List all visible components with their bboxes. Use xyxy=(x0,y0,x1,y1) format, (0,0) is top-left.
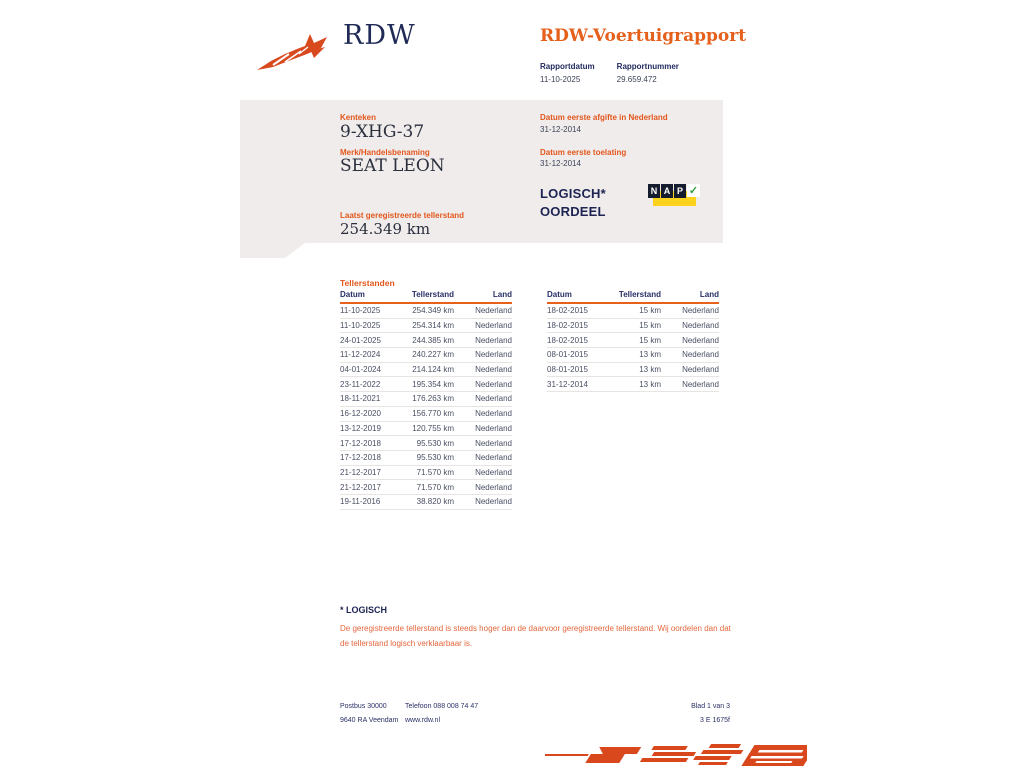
col-header-tellerstand: Tellerstand xyxy=(618,290,661,299)
cell-datum: 19-11-2016 xyxy=(340,497,381,507)
nap-letter-n: N xyxy=(648,184,660,198)
footer-graphic xyxy=(545,741,807,768)
footer-phone: Telefoon 088 008 74 47 xyxy=(405,703,479,710)
cell-land: Nederland xyxy=(475,365,512,375)
cell-tellerstand: 195.354 km xyxy=(412,379,454,389)
tellerstand-label: Laatst geregistreerde tellerstand xyxy=(340,211,465,220)
cell-land: Nederland xyxy=(475,321,512,331)
cell-land: Nederland xyxy=(475,482,512,492)
afgifte-label: Datum eerste afgifte in Nederland xyxy=(540,113,668,122)
cell-datum: 23-11-2022 xyxy=(340,379,381,389)
report-number-value: 29.659.472 xyxy=(616,75,657,84)
cell-datum: 13-12-2019 xyxy=(340,423,381,433)
footnote-body: De geregistreerde tellerstand is steeds hoger dan de daarvoor geregistreerde tellerstand. Wij oordelen dan dat de tellerstand logisch verklaarbaar is. xyxy=(340,624,731,648)
cell-tellerstand: 13 km xyxy=(639,350,661,360)
table-row xyxy=(340,495,512,510)
cell-tellerstand: 71.570 km xyxy=(416,467,454,477)
cell-land: Nederland xyxy=(682,335,719,345)
cell-datum: 16-12-2020 xyxy=(340,409,381,419)
table-row xyxy=(340,392,512,407)
report-header xyxy=(540,26,760,84)
nap-letter-a: A xyxy=(661,184,673,198)
cell-land: Nederland xyxy=(475,423,512,433)
table-row xyxy=(340,377,512,392)
oordeel-line2: OORDEEL xyxy=(540,204,606,219)
merk-label: Merk/Handelsbenaming xyxy=(340,148,430,157)
report-date-label: Rapportdatum xyxy=(540,62,595,71)
col-header-datum: Datum xyxy=(547,290,572,299)
toelating-value: 31-12-2014 xyxy=(540,159,581,168)
table-row xyxy=(340,466,512,481)
cell-tellerstand: 254.314 km xyxy=(412,321,454,331)
cell-land: Nederland xyxy=(682,350,719,360)
tellerstand-value: 254.349 km xyxy=(340,220,431,238)
oordeel-line1: LOGISCH* xyxy=(540,186,606,201)
table-header-row xyxy=(340,290,512,304)
vehicle-summary-box xyxy=(240,100,723,243)
cell-datum: 18-02-2015 xyxy=(547,306,588,316)
cell-datum: 18-02-2015 xyxy=(547,335,588,345)
table-row xyxy=(340,319,512,334)
cell-datum: 04-01-2024 xyxy=(340,365,381,375)
cell-land: Nederland xyxy=(475,409,512,419)
merk-value: SEAT LEON xyxy=(340,156,445,176)
cell-tellerstand: 13 km xyxy=(639,379,661,389)
col-header-land: Land xyxy=(699,290,719,299)
table-row xyxy=(340,480,512,495)
footer-address-line1: Postbus 30000 xyxy=(340,703,387,710)
cell-datum: 11-10-2025 xyxy=(340,321,381,331)
cell-datum: 21-12-2017 xyxy=(340,467,381,477)
table-row xyxy=(340,363,512,378)
nap-letter-p: P xyxy=(674,184,686,198)
table-row xyxy=(340,451,512,466)
footer-website: www.rdw.nl xyxy=(405,717,441,724)
cell-land: Nederland xyxy=(475,335,512,345)
cell-tellerstand: 244.385 km xyxy=(412,335,454,345)
table-row xyxy=(340,422,512,437)
footer-address xyxy=(340,700,398,728)
cell-land: Nederland xyxy=(682,306,719,316)
table-row xyxy=(547,348,719,363)
cell-datum: 17-12-2018 xyxy=(340,438,381,448)
table-row xyxy=(340,348,512,363)
oordeel-text xyxy=(540,185,606,221)
cell-datum: 08-01-2015 xyxy=(547,350,588,360)
cell-tellerstand: 254.349 km xyxy=(412,306,454,316)
cell-datum: 31-12-2014 xyxy=(547,379,588,389)
tellerstanden-title: Tellerstanden xyxy=(340,278,395,288)
cell-land: Nederland xyxy=(475,438,512,448)
table-header-row xyxy=(547,290,719,304)
cell-tellerstand: 214.124 km xyxy=(412,365,454,375)
rdw-logo-text: RDW xyxy=(343,20,416,51)
cell-land: Nederland xyxy=(475,379,512,389)
report-date-value: 11-10-2025 xyxy=(540,75,581,84)
footnote-title: * LOGISCH xyxy=(340,605,388,615)
cell-land: Nederland xyxy=(475,350,512,360)
tellerstanden-table-right xyxy=(547,290,719,392)
footer-contact xyxy=(405,700,478,728)
cell-datum: 18-11-2021 xyxy=(340,394,381,404)
footer-page-number: Blad 1 van 3 xyxy=(691,703,730,710)
cell-datum: 11-12-2024 xyxy=(340,350,381,360)
footer-form-code: 3 E 1675f xyxy=(700,717,730,724)
tellerstanden-table-left xyxy=(340,290,512,510)
col-header-datum: Datum xyxy=(340,290,365,299)
nap-check-icon: ✓ xyxy=(688,185,699,197)
cell-datum: 08-01-2015 xyxy=(547,365,588,375)
cell-tellerstand: 38.820 km xyxy=(416,497,454,507)
cell-tellerstand: 15 km xyxy=(639,321,661,331)
table-row xyxy=(547,363,719,378)
cell-tellerstand: 156.770 km xyxy=(412,409,454,419)
cell-land: Nederland xyxy=(682,321,719,331)
cell-land: Nederland xyxy=(475,467,512,477)
report-date-block xyxy=(540,62,595,84)
page-title: RDW-Voertuigrapport xyxy=(540,26,747,46)
table-row xyxy=(340,304,512,319)
report-number-label: Rapportnummer xyxy=(616,62,679,71)
cell-land: Nederland xyxy=(682,379,719,389)
col-header-land: Land xyxy=(492,290,512,299)
logisch-footnote xyxy=(340,605,732,651)
cell-tellerstand: 95.530 km xyxy=(416,438,454,448)
cell-tellerstand: 13 km xyxy=(639,365,661,375)
rdw-bird-icon xyxy=(255,22,333,77)
cell-datum: 21-12-2017 xyxy=(340,482,381,492)
cell-land: Nederland xyxy=(682,365,719,375)
table-row xyxy=(340,436,512,451)
footer-address-line2: 9640 RA Veendam xyxy=(340,717,399,724)
cell-datum: 11-10-2025 xyxy=(340,306,381,316)
cell-land: Nederland xyxy=(475,497,512,507)
cell-tellerstand: 176.263 km xyxy=(412,394,454,404)
kenteken-label: Kenteken xyxy=(340,113,377,122)
vehicle-box-tab xyxy=(240,243,305,258)
toelating-label: Datum eerste toelating xyxy=(540,148,627,157)
table-row xyxy=(547,377,719,392)
cell-land: Nederland xyxy=(475,394,512,404)
report-number-block xyxy=(617,62,679,84)
cell-tellerstand: 120.755 km xyxy=(412,423,454,433)
table-row xyxy=(340,333,512,348)
cell-land: Nederland xyxy=(475,306,512,316)
afgifte-value: 31-12-2014 xyxy=(540,125,581,134)
cell-tellerstand: 240.227 km xyxy=(412,350,454,360)
rdw-logo xyxy=(255,22,416,77)
table-row xyxy=(547,333,719,348)
cell-datum: 17-12-2018 xyxy=(340,453,381,463)
cell-tellerstand: 15 km xyxy=(639,335,661,345)
cell-datum: 24-01-2025 xyxy=(340,335,381,345)
cell-tellerstand: 95.530 km xyxy=(416,453,454,463)
kenteken-value: 9-XHG-37 xyxy=(340,122,425,142)
footer-pageinfo xyxy=(691,700,730,728)
table-row xyxy=(340,407,512,422)
table-row xyxy=(547,304,719,319)
col-header-tellerstand: Tellerstand xyxy=(411,290,454,299)
cell-tellerstand: 71.570 km xyxy=(416,482,454,492)
nap-logo xyxy=(648,184,698,208)
table-row xyxy=(547,319,719,334)
cell-land: Nederland xyxy=(475,453,512,463)
cell-datum: 18-02-2015 xyxy=(547,321,588,331)
cell-tellerstand: 15 km xyxy=(639,306,661,316)
